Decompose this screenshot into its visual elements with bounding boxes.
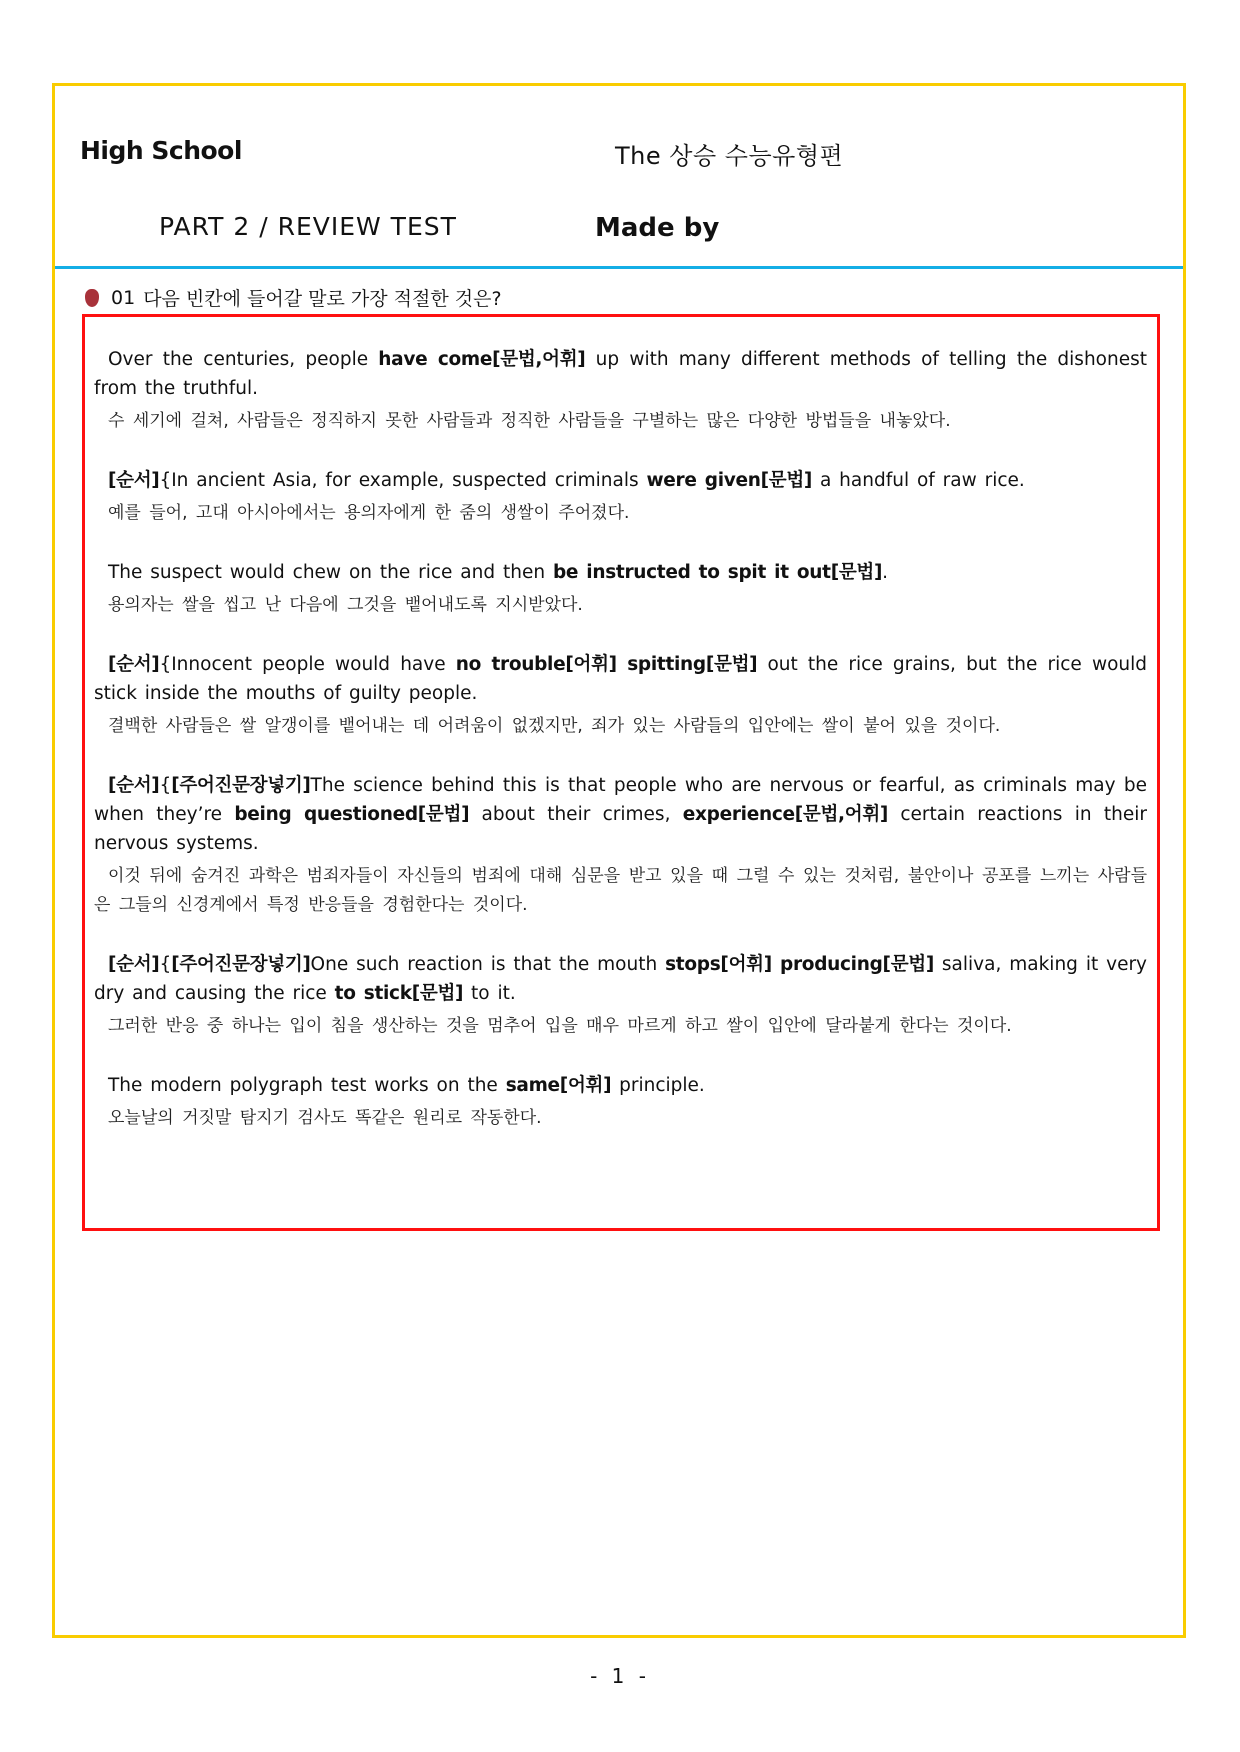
grammar-tag: same[어휘] [505, 1075, 612, 1096]
grammar-tag: [순서] [108, 470, 160, 491]
english-sentence [94, 650, 1147, 708]
part-title: PART 2 / REVIEW TEST [159, 212, 457, 241]
sentence-text: a handful of raw rice. [812, 470, 1025, 491]
korean-translation: 예를 들어, 고대 아시아에서는 용의자에게 한 줌의 생쌀이 주어졌다. [108, 503, 630, 523]
grammar-tag: [순서] [108, 654, 160, 675]
grammar-tag: [순서] [108, 954, 160, 975]
english-sentence [94, 950, 1147, 1008]
english-sentence [94, 1071, 1147, 1100]
english-sentence [94, 345, 1147, 403]
made-by-label: Made by [595, 213, 720, 243]
grammar-tag: stops[어휘] producing[문법] [665, 954, 934, 975]
worksheet-header [55, 86, 1183, 270]
sentence-text: certain reactions in their nervous systems. [94, 804, 1148, 854]
question-prompt: 다음 빈칸에 들어갈 말로 가장 적절한 것은? [143, 288, 502, 310]
question-number: 01 [111, 286, 136, 309]
sentence-text: principle. [611, 1075, 705, 1096]
passage-paragraph [94, 558, 1147, 620]
korean-translation: 수 세기에 걸쳐, 사람들은 정직하지 못한 사람들과 정직한 사람들을 구별하는 많은 다양한 방법들을 내놓았다. [108, 411, 951, 431]
grammar-tag: have come[문법,어휘] [378, 349, 586, 370]
english-sentence [94, 466, 1147, 495]
sentence-text: about their crimes, [469, 804, 683, 825]
sentence-text: {Innocent people would have [159, 654, 456, 675]
sentence-text: . [882, 562, 889, 583]
sentence-text: The modern polygraph test works on the [108, 1075, 506, 1096]
english-sentence [94, 558, 1147, 587]
grammar-tag: being questioned[문법] [234, 804, 470, 825]
passage-paragraph [94, 771, 1147, 920]
korean-translation: 결백한 사람들은 쌀 알갱이를 뱉어내는 데 어려움이 없겠지만, 죄가 있는 사람들의 입안에는 쌀이 붙어 있을 것이다. [108, 716, 1001, 736]
question-heading [85, 284, 502, 311]
passage-paragraph [94, 650, 1147, 741]
passage-paragraph [94, 950, 1147, 1041]
grammar-tag: be instructed to spit it out[문법] [552, 562, 883, 583]
korean-translation: 그러한 반응 중 하나는 입이 침을 생산하는 것을 멈추어 입을 매우 마르게 하고 쌀이 입안에 달라붙게 한다는 것이다. [108, 1016, 1012, 1036]
sentence-text: {In ancient Asia, for example, suspected criminals [159, 470, 647, 491]
sentence-text: out the rice grains, but the rice would stick inside the mouths of guilty people. [94, 654, 1147, 704]
grammar-tag: experience[문법,어휘] [682, 804, 889, 825]
korean-translation: 오늘날의 거짓말 탐지기 검사도 똑같은 원리로 작동한다. [108, 1108, 542, 1128]
sentence-text: saliva, making it very dry and causing the rice [94, 954, 1147, 1004]
korean-translation: 이것 뒤에 숨겨진 과학은 범죄자들이 자신들의 범죄에 대해 심문을 받고 있을 때 그럴 수 있는 것처럼, 불안이나 공포를 느끼는 사람들은 그들의 신경계에서 특정 반응들을 경험한다는 것이다. [94, 866, 1147, 915]
passage-paragraph [94, 466, 1147, 528]
sentence-text: { [159, 954, 172, 975]
page-frame [52, 83, 1186, 1638]
sentence-text: The suspect would chew on the rice and then [108, 562, 553, 583]
strawberry-bullet-icon [85, 289, 99, 307]
sentence-text: { [159, 775, 172, 796]
passage-box [82, 314, 1160, 1231]
book-title: The 상승 수능유형편 [615, 142, 844, 170]
grammar-tag: [주어진문장넣기] [171, 775, 311, 796]
header-divider [55, 266, 1183, 269]
sentence-text: The science behind this is that people who are nervous or fearful, as criminals may be when they’re [94, 775, 1147, 825]
school-label: High School [80, 136, 242, 165]
english-sentence [94, 771, 1147, 858]
grammar-tag: [주어진문장넣기] [171, 954, 311, 975]
grammar-tag: no trouble[어휘] spitting[문법] [455, 654, 758, 675]
grammar-tag: to stick[문법] [334, 983, 464, 1004]
sentence-text: Over the centuries, people [108, 349, 379, 370]
sentence-text: up with many different methods of telling the dishonest from the truthful. [94, 349, 1147, 399]
korean-translation: 용의자는 쌀을 씹고 난 다음에 그것을 뱉어내도록 지시받았다. [108, 595, 583, 615]
page-number: - 1 - [590, 1664, 650, 1688]
grammar-tag: were given[문법] [646, 470, 813, 491]
sentence-text: to it. [463, 983, 516, 1004]
passage-paragraph [94, 1071, 1147, 1133]
passage-paragraph [94, 345, 1147, 436]
sentence-text: One such reaction is that the mouth [310, 954, 666, 975]
grammar-tag: [순서] [108, 775, 160, 796]
